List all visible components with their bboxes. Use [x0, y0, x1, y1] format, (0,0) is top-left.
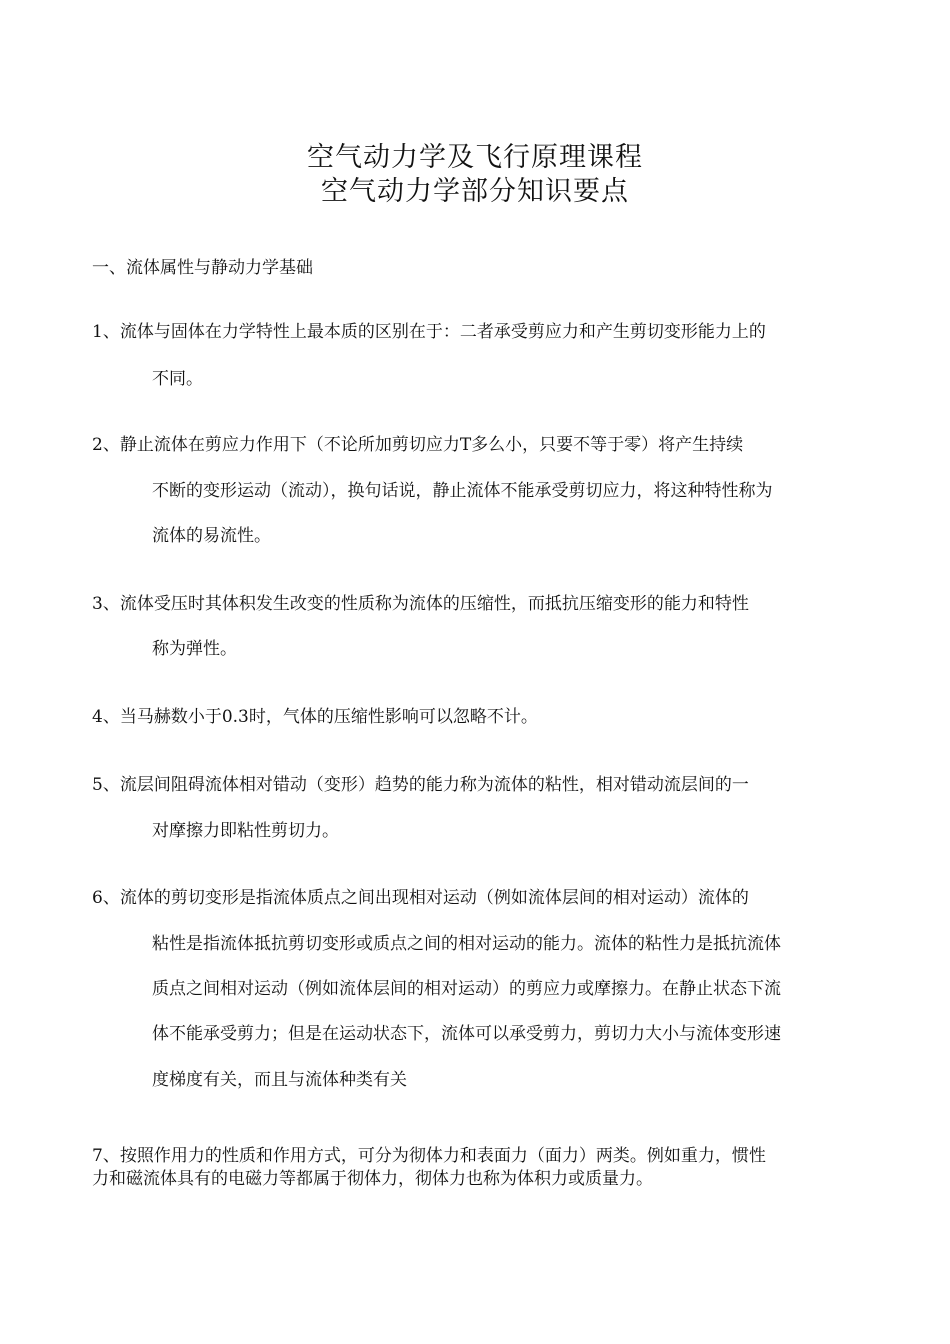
item-5-line-1: 5、流层间阻碍流体相对错动（变形）趋势的能力称为流体的粘性，相对错动流层间的一	[92, 775, 749, 795]
item-7-line-1: 7、按照作用力的性质和作用方式，可分为彻体力和表面力（面力）两类。例如重力，惯性	[92, 1146, 766, 1166]
item-7-line-2: 力和磁流体具有的电磁力等都属于彻体力，彻体力也称为体积力或质量力。	[92, 1169, 653, 1189]
item-4-line-1: 4、当马赫数小于0.3时，气体的压缩性影响可以忽略不计。	[92, 707, 538, 727]
item-6-line-2: 粘性是指流体抵抗剪切变形或质点之间的相对运动的能力。流体的粘性力是抵抗流体	[152, 934, 781, 954]
item-6-line-5: 度梯度有关，而且与流体种类有关	[152, 1070, 407, 1090]
item-1-line-2: 不同。	[152, 369, 203, 389]
item-1-line-1: 1、流体与固体在力学特性上最本质的区别在于：二者承受剪应力和产生剪切变形能力上的	[92, 322, 766, 342]
document-title-line-2: 空气动力学部分知识要点	[321, 176, 629, 207]
item-2-line-3: 流体的易流性。	[152, 526, 271, 546]
section-heading: 一、流体属性与静动力学基础	[92, 258, 313, 278]
item-3-line-2: 称为弹性。	[152, 639, 237, 659]
item-6-line-4: 体不能承受剪力；但是在运动状态下，流体可以承受剪力，剪切力大小与流体变形速	[152, 1024, 781, 1044]
item-6-line-3: 质点之间相对运动（例如流体层间的相对运动）的剪应力或摩擦力。在静止状态下流	[152, 979, 781, 999]
document-title-line-1: 空气动力学及飞行原理课程	[307, 142, 643, 173]
item-2-line-1: 2、静止流体在剪应力作用下（不论所加剪切应力T多么小，只要不等于零）将产生持续	[92, 435, 744, 455]
item-6-line-1: 6、流体的剪切变形是指流体质点之间出现相对运动（例如流体层间的相对运动）流体的	[92, 888, 749, 908]
item-2-line-2: 不断的变形运动（流动），换句话说，静止流体不能承受剪切应力，将这种特性称为	[152, 481, 773, 501]
item-5-line-2: 对摩擦力即粘性剪切力。	[152, 821, 339, 841]
item-3-line-1: 3、流体受压时其体积发生改变的性质称为流体的压缩性，而抵抗压缩变形的能力和特性	[92, 594, 749, 614]
